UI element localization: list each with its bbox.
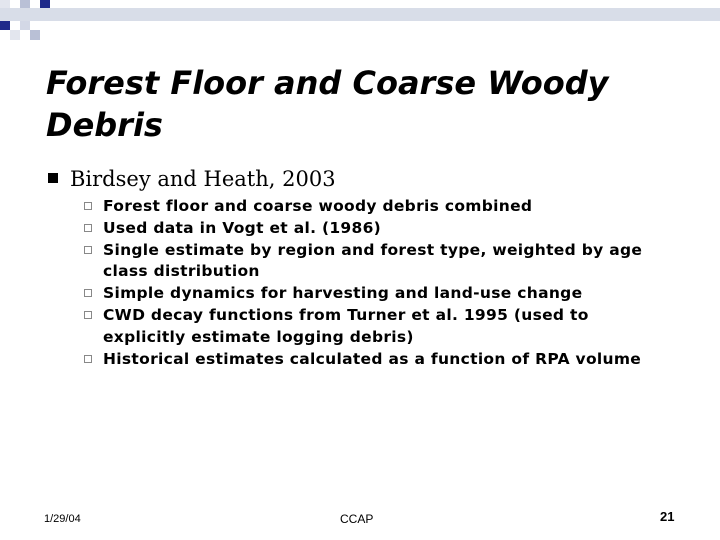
sub-bullet-text: Single estimate by region and forest type, weighted by age class distribution	[103, 240, 643, 281]
sub-bullet-item	[84, 196, 654, 218]
slide-title: Forest Floor and Coarse Woody Debris	[46, 64, 609, 144]
hollow-square-bullet-icon	[84, 355, 92, 363]
page-number: 21	[660, 509, 675, 524]
sub-bullet-item	[84, 240, 654, 284]
hollow-square-bullet-icon	[84, 246, 92, 254]
hollow-square-bullet-icon	[84, 202, 92, 210]
main-bullet-text: Birdsey and Heath, 2003	[70, 167, 336, 191]
hollow-square-bullet-icon	[84, 311, 92, 319]
sub-bullet-text: Forest floor and coarse woody debris combined	[103, 197, 533, 215]
main-bullet	[46, 165, 646, 195]
sub-bullet-text: Historical estimates calculated as a function of RPA volume	[103, 349, 642, 368]
sub-bullet-item	[84, 283, 654, 305]
square-bullet-icon	[48, 173, 58, 183]
sub-bullet-item	[84, 305, 654, 349]
footer-center-label: CCAP	[340, 512, 374, 526]
sub-bullet-text: CWD decay functions from Turner et al. 1995 (used to explicitly estimate logging debris)	[103, 305, 589, 346]
sub-bullet-text: Simple dynamics for harvesting and land-use change	[103, 284, 583, 303]
footer-date: 1/29/04	[44, 513, 81, 525]
sub-bullet-list	[84, 196, 654, 370]
sub-bullet-item	[84, 218, 654, 240]
hollow-square-bullet-icon	[84, 224, 92, 232]
sub-bullet-text: Used data in Vogt et al. (1986)	[103, 218, 382, 237]
hollow-square-bullet-icon	[84, 289, 92, 297]
decorative-top-bar	[0, 8, 720, 21]
sub-bullet-item	[84, 349, 654, 371]
